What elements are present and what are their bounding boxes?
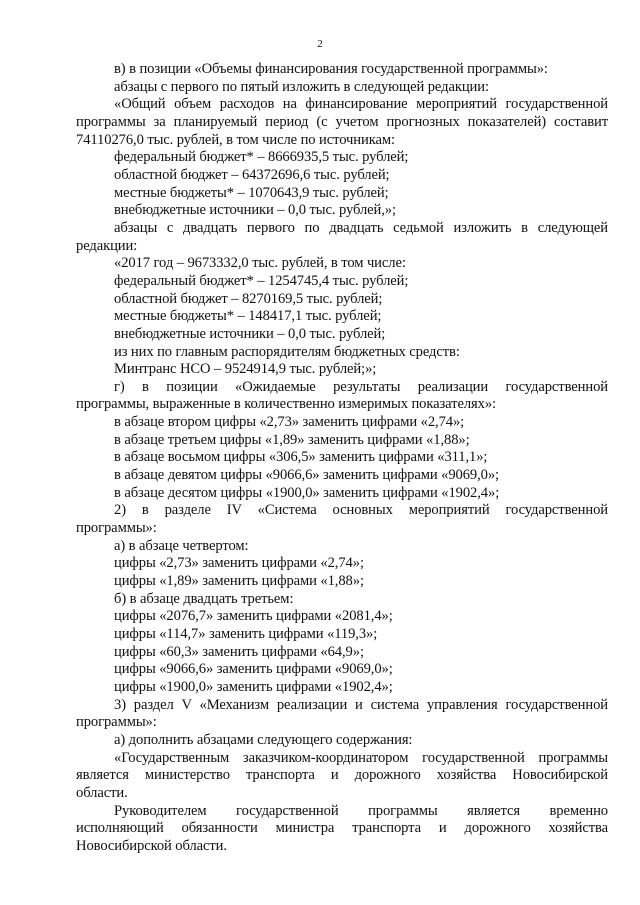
text-line: программы за планируемый период (с учетом прогнозных показателей) составит bbox=[76, 113, 608, 130]
text-line: в) в позиции «Объемы финансирования государственной программы»: bbox=[114, 61, 548, 77]
text-line: 74110276,0 тыс. рублей, в том числе по источникам: bbox=[76, 131, 395, 148]
text-line: цифры «9066,6» заменить цифрами «9069,0»; bbox=[114, 661, 393, 678]
text-line: областной бюджет – 8270169,5 тыс. рублей; bbox=[114, 290, 383, 307]
text-line: из них по главным распорядителям бюджетных средств: bbox=[114, 343, 460, 360]
text-line: а) в абзаце четвертом: bbox=[114, 537, 249, 554]
text-line: областной бюджет – 64372696,6 тыс. рублей; bbox=[114, 166, 390, 183]
text-line: в абзаце восьмом цифры «306,5» заменить цифрами «311,1»; bbox=[114, 449, 488, 466]
text-line: г) в позиции «Ожидаемые результаты реализации государственной bbox=[114, 378, 608, 395]
text-line: абзацы с двадцать первого по двадцать седьмой изложить в следующей bbox=[114, 219, 608, 236]
text-line: внебюджетные источники – 0,0 тыс. рублей; bbox=[114, 325, 386, 342]
text-line: цифры «2,73» заменить цифрами «2,74»; bbox=[114, 555, 364, 572]
text-line: цифры «1,89» заменить цифрами «1,88»; bbox=[114, 573, 364, 590]
text-line: программы»: bbox=[76, 714, 157, 731]
text-line: программы»: bbox=[76, 520, 157, 537]
text-line: является министерство транспорта и дорожного хозяйства Новосибирской bbox=[76, 767, 608, 784]
text-line: внебюджетные источники – 0,0 тыс. рублей,»; bbox=[114, 202, 396, 219]
text-line: исполняющий обязанности министра транспорта и дорожного хозяйства bbox=[76, 820, 608, 837]
text-line: «2017 год – 9673332,0 тыс. рублей, в том числе: bbox=[114, 255, 406, 272]
text-line: 2) в разделе IV «Система основных мероприятий государственной bbox=[114, 502, 608, 519]
text-line: «Общий объем расходов на финансирование мероприятий государственной bbox=[114, 96, 608, 113]
text-line: а) дополнить абзацами следующего содержания: bbox=[114, 731, 413, 748]
text-line: в абзаце третьем цифры «1,89» заменить цифрами «1,88»; bbox=[114, 431, 470, 448]
text-line: цифры «60,3» заменить цифрами «64,9»; bbox=[114, 643, 364, 660]
text-line: в абзаце девятом цифры «9066,6» заменить цифрами «9069,0»; bbox=[114, 467, 500, 484]
text-line: Новосибирской области. bbox=[76, 837, 227, 854]
text-line: б) в абзаце двадцать третьем: bbox=[114, 590, 294, 607]
text-line: в абзаце десятом цифры «1900,0» заменить цифрами «1902,4»; bbox=[114, 484, 500, 501]
text-line: редакции: bbox=[76, 237, 138, 254]
text-line: местные бюджеты* – 148417,1 тыс. рублей; bbox=[114, 308, 382, 325]
text-line: Руководителем государственной программы является временно bbox=[114, 802, 608, 819]
text-line: программы, выраженные в количественно измеримых показателях»: bbox=[76, 396, 496, 413]
text-line: 3) раздел V «Механизм реализации и система управления государственной bbox=[114, 696, 608, 713]
page-number: 2 bbox=[317, 38, 323, 50]
text-line: Минтранс НСО – 9524914,9 тыс. рублей;»; bbox=[114, 361, 377, 378]
text-line: области. bbox=[76, 784, 128, 801]
text-line: абзацы с первого по пятый изложить в следующей редакции: bbox=[114, 78, 489, 95]
text-line: федеральный бюджет* – 8666935,5 тыс. рублей; bbox=[114, 149, 409, 166]
text-line: «Государственным заказчиком-координатором государственной программы bbox=[114, 749, 608, 766]
text-line: в абзаце втором цифры «2,73» заменить цифрами «2,74»; bbox=[114, 414, 465, 431]
document-body bbox=[76, 61, 608, 856]
text-line: цифры «114,7» заменить цифрами «119,3»; bbox=[114, 626, 378, 642]
text-line: местные бюджеты* – 1070643,9 тыс. рублей; bbox=[114, 184, 389, 201]
text-line: цифры «1900,0» заменить цифрами «1902,4»; bbox=[114, 678, 393, 695]
text-line: федеральный бюджет* – 1254745,4 тыс. рублей; bbox=[114, 272, 409, 289]
text-line: цифры «2076,7» заменить цифрами «2081,4»; bbox=[114, 608, 393, 625]
